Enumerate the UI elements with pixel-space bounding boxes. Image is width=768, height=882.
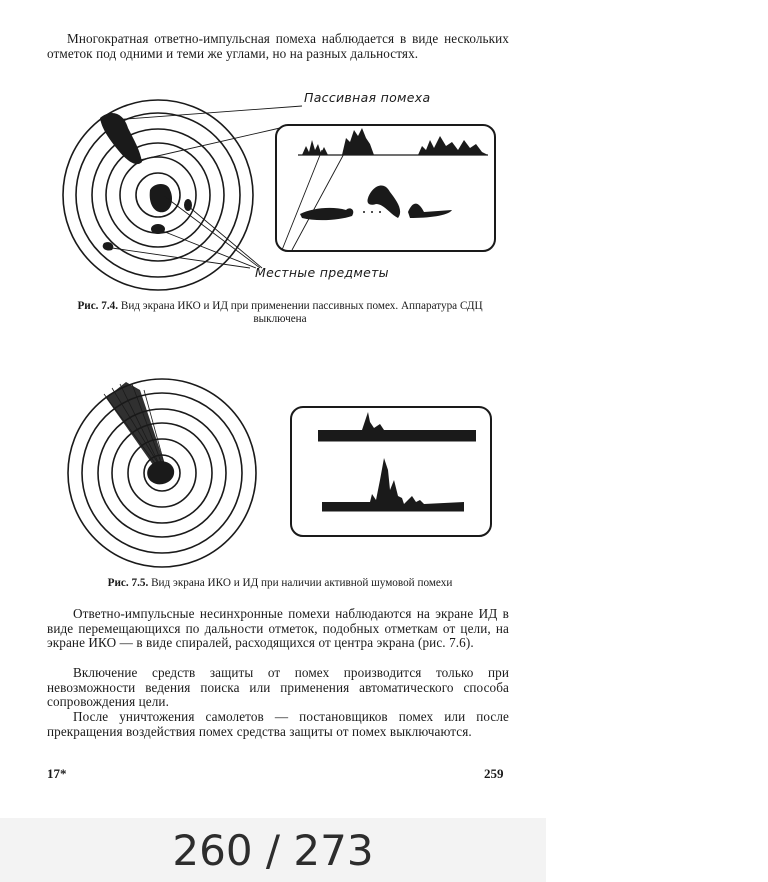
page-number: 259: [484, 766, 504, 781]
figure-7-5-range-screen: [0, 0, 546, 600]
figure-7-5-caption-text: Вид экрана ИКО и ИД при наличии активной шумовой помехи: [151, 577, 453, 589]
body-paragraph-3: После уничтожения самолетов — постановщиков помех или после прекращения воздействия помех средства защиты от помех выключаются.: [47, 709, 509, 739]
label-local-objects: Местные предметы: [255, 265, 389, 280]
figure-7-5-caption-number: Рис. 7.5.: [107, 577, 149, 589]
page-indicator: 260 / 273: [172, 826, 374, 875]
signature-mark: 17*: [47, 766, 67, 781]
figure-7-4-caption-text: Вид экрана ИКО и ИД при применении пассивных помех. Аппаратура СДЦ выключена: [120, 300, 483, 325]
label-passive-interference: Пассивная помеха: [304, 90, 431, 105]
figure-7-5-caption: [66, 577, 494, 590]
figure-7-4-caption-number: Рис. 7.4.: [77, 300, 119, 312]
intro-paragraph: Многократная ответно-импульсная помеха наблюдается в виде нескольких отметок под одними и теми же углами, но на разных дальностях.: [47, 31, 509, 61]
page-indicator-bar: [0, 818, 546, 882]
body-paragraph-2: Включение средств защиты от помех производится только при невозможности ведения поиска или применения автоматического способа сопровождения цели.: [47, 665, 509, 710]
body-paragraph-1: Ответно-импульсные несинхронные помехи наблюдаются на экране ИД в виде перемещающихся по дальности отметок, подобных отметкам от цели, на экране ИКО — в виде спиралей, расходящихся от центра экрана (рис. 7.6).: [47, 606, 509, 651]
